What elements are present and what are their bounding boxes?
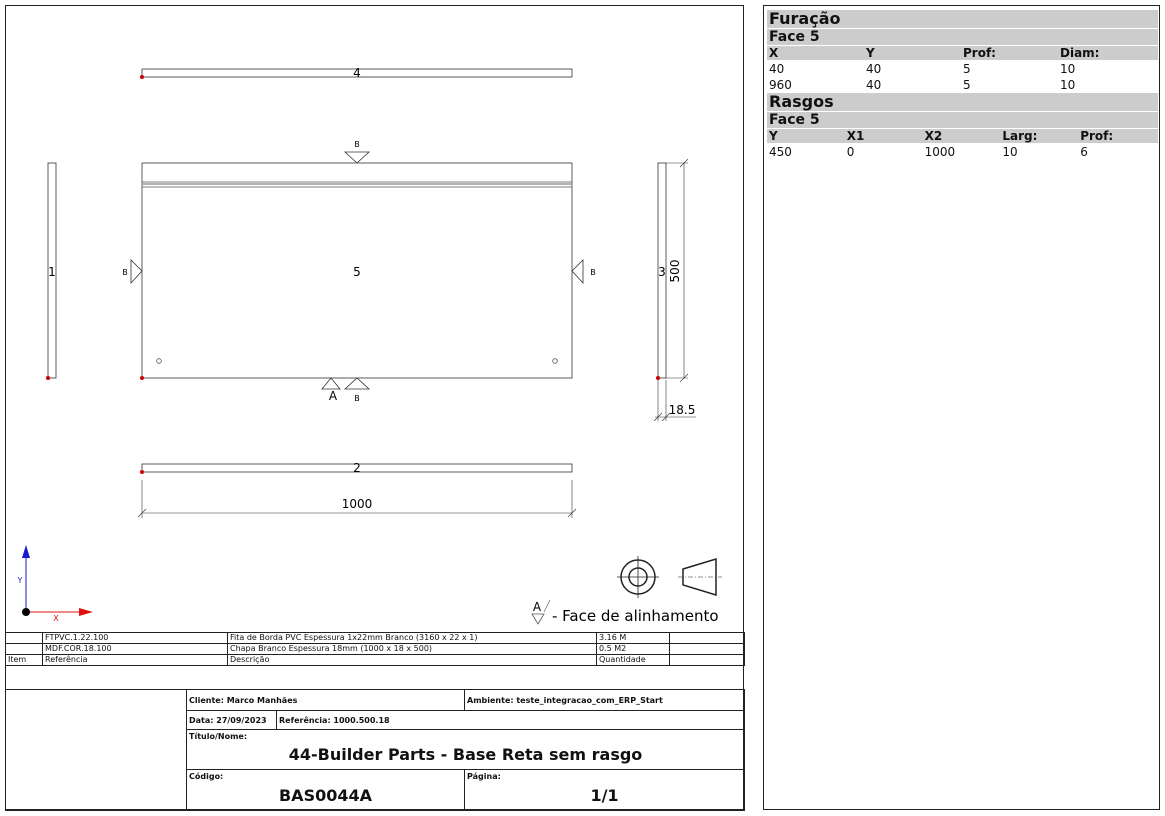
bill-of-materials (5, 632, 745, 666)
bom-header-qty: Quantidade (597, 655, 670, 666)
titulo-label: Título/Nome: (189, 732, 248, 741)
edge-marker-bottom-b (345, 378, 369, 389)
edge-marker-bottom-b-label: B (354, 394, 360, 403)
edge-marker-bottom-a-label: A (328, 389, 338, 403)
data-field: Data: 27/09/2023 (187, 711, 277, 730)
rasgos-title: Rasgos (767, 93, 1158, 111)
hole-1 (157, 359, 162, 364)
rasgos-col-x2: X2 (924, 129, 943, 143)
origin-dot (656, 376, 660, 380)
edge-marker-left-label: B (122, 268, 128, 277)
bom-qty: 0.5 M2 (597, 644, 670, 655)
rasgos-face: Face 5 (767, 112, 1158, 128)
part-4-label: 4 (353, 66, 361, 80)
titulo-cell (187, 730, 745, 770)
bom-qty: 3.16 M (597, 633, 670, 644)
codigo-cell (187, 770, 465, 811)
codigo-label: Código: (189, 772, 224, 781)
cell: 40 (866, 62, 882, 76)
dim-width-label: 1000 (341, 497, 373, 511)
cell: 5 (963, 62, 971, 76)
axis-origin-dot (22, 608, 30, 616)
ambiente-field: Ambiente: teste_integracao_com_ERP_Start (465, 690, 745, 711)
furacao-face: Face 5 (767, 29, 1158, 45)
origin-dot (140, 470, 144, 474)
cell: 0 (846, 145, 855, 159)
referencia-field: Referência: 1000.500.18 (277, 711, 745, 730)
cell: 1000 (924, 145, 956, 159)
axis-y-label: Y (17, 576, 23, 585)
alignment-legend-symbol: A (532, 600, 542, 614)
cliente-field: Cliente: Marco Manhães (187, 690, 465, 711)
projection-symbol-icon (617, 556, 722, 598)
origin-dot (140, 376, 144, 380)
rasgos-col-x1: X1 (846, 129, 865, 143)
hole-2 (553, 359, 558, 364)
edge-marker-right (572, 260, 583, 283)
pagina-cell (465, 770, 745, 811)
bom-desc: Fita de Borda PVC Espessura 1x22mm Branco (3160 x 22 x 1) (228, 633, 597, 644)
axis-x-label: X (53, 614, 59, 623)
bom-ref: MDF.COR.18.100 (43, 644, 228, 655)
technical-drawing (0, 0, 750, 630)
titulo-value: 44-Builder Parts - Base Reta sem rasgo (288, 745, 643, 764)
rasgos-header (767, 129, 1158, 143)
part-5-label: 5 (353, 265, 361, 279)
title-block (5, 689, 745, 811)
origin-dot (140, 75, 144, 79)
furacao-row (767, 77, 1158, 93)
bom-header-desc: Descrição (228, 655, 597, 666)
furacao-col-y: Y (866, 46, 875, 60)
edge-marker-bottom-a (322, 378, 340, 389)
cell: 960 (769, 78, 792, 92)
cell: 6 (1080, 145, 1088, 159)
rasgos-col-prof: Prof: (1080, 129, 1114, 143)
alignment-legend-text: - Face de alinhamento (552, 607, 719, 625)
bom-desc: Chapa Branco Espessura 18mm (1000 x 18 x 500) (228, 644, 597, 655)
dim-thickness-label: 18.5 (668, 403, 696, 417)
furacao-title: Furação (767, 10, 1158, 28)
bom-item (6, 644, 43, 655)
bom-ref: FTPVC.1.22.100 (43, 633, 228, 644)
furacao-col-x: X (769, 46, 779, 60)
bom-header-row (6, 655, 745, 666)
cell: 40 (769, 62, 785, 76)
logo-area (6, 690, 187, 811)
furacao-col-prof: Prof: (963, 46, 996, 60)
edge-marker-top-label: B (354, 140, 360, 149)
rasgos-row (767, 144, 1158, 160)
cell: 5 (963, 78, 971, 92)
codigo-value: BAS0044A (278, 786, 372, 805)
edge-marker-right-label: B (590, 268, 596, 277)
cell: 10 (1060, 78, 1076, 92)
origin-dot (46, 376, 50, 380)
bom-row (6, 633, 745, 644)
axis-y-arrow-icon (22, 545, 30, 558)
pagina-label: Página: (467, 772, 501, 781)
bom-header-ref: Referência (43, 655, 228, 666)
furacao-col-diam: Diam: (1060, 46, 1100, 60)
bom-header-extra (670, 655, 745, 666)
bom-row (6, 644, 745, 655)
cell: 10 (1060, 62, 1076, 76)
edge-marker-top (345, 152, 369, 163)
part-3-label: 3 (658, 265, 666, 279)
edge-marker-left (131, 260, 142, 283)
machining-panel (763, 5, 1160, 810)
rasgos-col-larg: Larg: (1002, 129, 1038, 143)
bom-extra (670, 644, 745, 655)
cell: 40 (866, 78, 882, 92)
rasgos-col-y: Y (769, 129, 778, 143)
bom-extra (670, 633, 745, 644)
furacao-header (767, 46, 1158, 60)
cell: 450 (769, 145, 792, 159)
axis-x-arrow-icon (79, 608, 93, 616)
cell: 10 (1002, 145, 1018, 159)
part-1-label: 1 (48, 265, 56, 279)
bom-item (6, 633, 43, 644)
bom-header-item: Item (6, 655, 43, 666)
pagina-value: 1/1 (590, 786, 619, 805)
dim-height-label: 500 (668, 259, 682, 283)
part-2-label: 2 (353, 461, 361, 475)
furacao-row (767, 61, 1158, 77)
